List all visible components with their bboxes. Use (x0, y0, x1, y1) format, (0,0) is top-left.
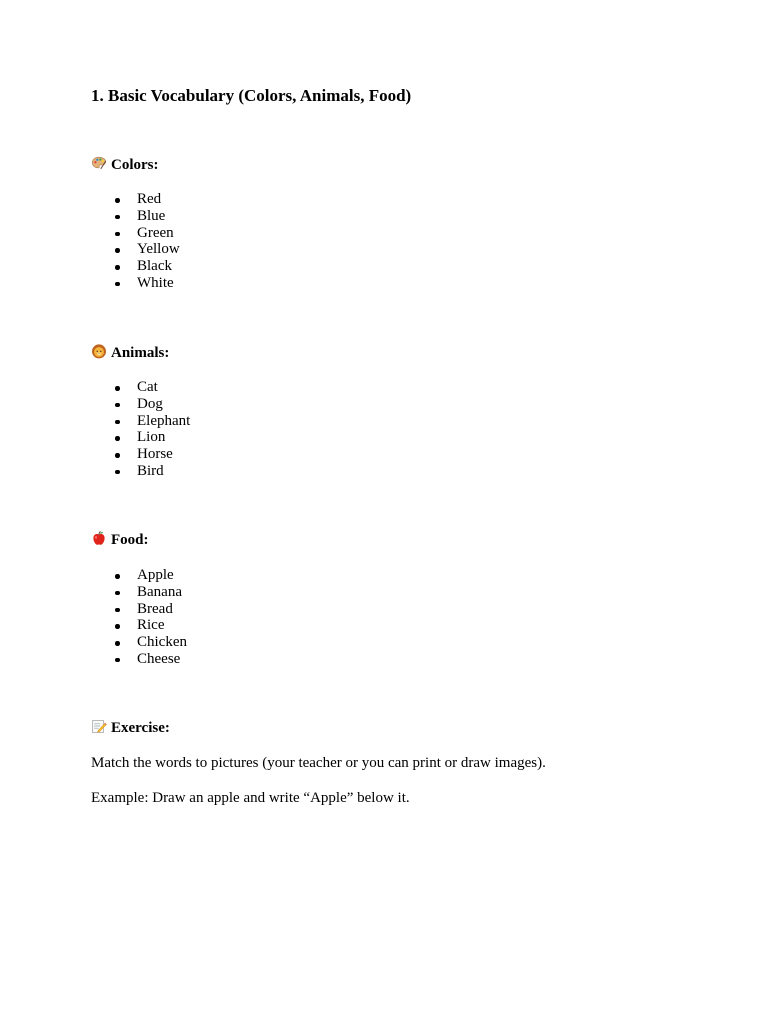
list-item: Yellow (110, 241, 180, 258)
page-title: 1. Basic Vocabulary (Colors, Animals, Food) (91, 86, 412, 105)
list-item: Bird (110, 463, 190, 480)
palette-icon (91, 155, 107, 171)
lion-face-icon (91, 343, 107, 359)
list-item: Cat (110, 379, 190, 396)
list-item: Rice (110, 617, 187, 634)
list-item: Black (110, 258, 180, 275)
list-item: Horse (110, 446, 190, 463)
list-item: White (110, 275, 180, 292)
exercise-heading (91, 719, 170, 737)
list-item: Apple (110, 567, 187, 584)
animals-list (110, 379, 190, 480)
colors-list (110, 191, 180, 292)
exercise-instruction: Match the words to pictures (your teacher or you can print or draw images). (91, 755, 546, 771)
list-item: Banana (110, 584, 187, 601)
animals-heading-label: Animals: (111, 345, 170, 361)
colors-heading (91, 156, 159, 174)
animals-heading (91, 344, 169, 362)
colors-heading-label: Colors: (111, 157, 159, 173)
red-apple-icon (91, 530, 107, 546)
exercise-heading-label: Exercise: (111, 720, 170, 736)
list-item: Green (110, 225, 180, 242)
memo-pencil-icon (91, 718, 107, 734)
list-item: Blue (110, 208, 180, 225)
list-item: Dog (110, 396, 190, 413)
food-heading-label: Food: (111, 532, 149, 548)
list-item: Chicken (110, 634, 187, 651)
list-item: Red (110, 191, 180, 208)
exercise-example: Example: Draw an apple and write “Apple” below it. (91, 790, 410, 806)
list-item: Bread (110, 601, 187, 618)
food-heading (91, 531, 149, 549)
list-item: Cheese (110, 651, 187, 668)
food-list (110, 567, 187, 668)
list-item: Lion (110, 429, 190, 446)
list-item: Elephant (110, 413, 190, 430)
